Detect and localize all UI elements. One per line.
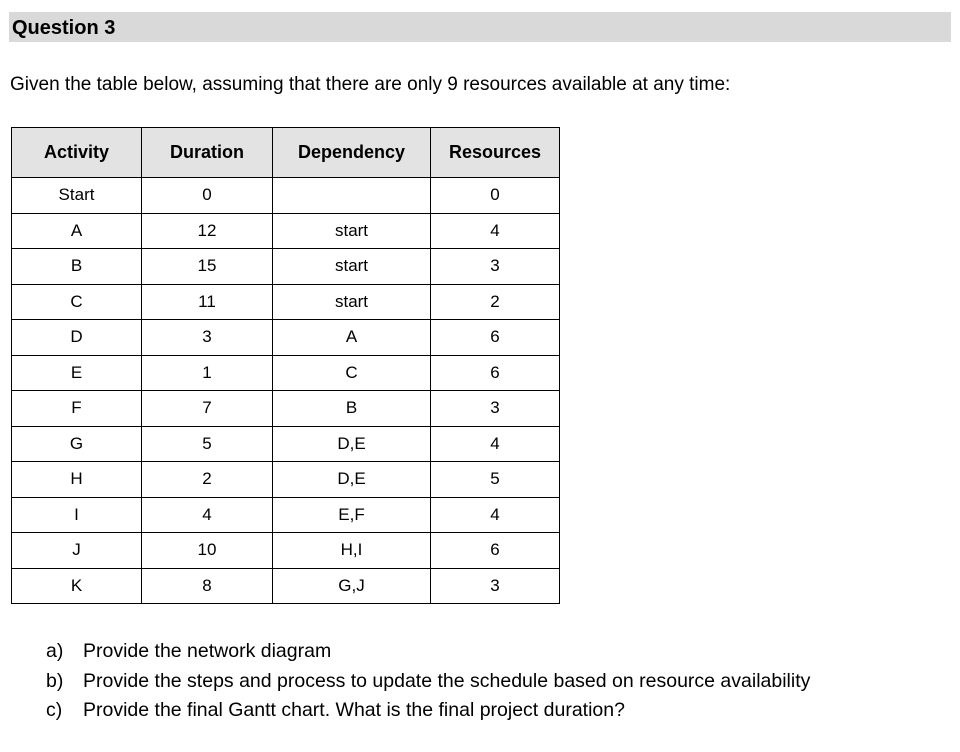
duration-cell: 5 [142, 426, 273, 462]
question-heading-bar [9, 12, 951, 42]
dependency-cell: B [273, 391, 431, 427]
question-item [46, 667, 810, 697]
table-row [12, 178, 560, 214]
resources-cell: 6 [431, 533, 560, 569]
table-header-row [12, 128, 560, 178]
table-row [12, 426, 560, 462]
duration-cell: 11 [142, 284, 273, 320]
dependency-cell: start [273, 249, 431, 285]
question-marker: b) [46, 669, 64, 692]
resources-cell: 6 [431, 355, 560, 391]
activity-cell: G [12, 426, 142, 462]
table-row [12, 497, 560, 533]
activity-cell: J [12, 533, 142, 569]
question-marker: a) [46, 640, 64, 662]
dependency-cell: D,E [273, 462, 431, 498]
dependency-cell: A [273, 320, 431, 356]
resources-cell: 3 [431, 391, 560, 427]
table-row [12, 533, 560, 569]
header-activity: Activity [12, 128, 142, 178]
header-resources: Resources [431, 128, 560, 178]
intro-text: Given the table below, assuming that there are only 9 resources available at any time: [10, 74, 731, 95]
duration-cell: 12 [142, 213, 273, 249]
questions-list [46, 637, 810, 726]
table-row [12, 391, 560, 427]
dependency-cell: C [273, 355, 431, 391]
duration-cell: 3 [142, 320, 273, 356]
question-text: Provide the steps and process to update the schedule based on resource availability [83, 669, 811, 692]
duration-cell: 10 [142, 533, 273, 569]
activity-cell: F [12, 391, 142, 427]
table-row [12, 462, 560, 498]
activity-cell: K [12, 568, 142, 604]
dependency-cell [273, 178, 431, 214]
header-duration: Duration [142, 128, 273, 178]
table-row [12, 355, 560, 391]
dependency-cell: start [273, 284, 431, 320]
question-item [46, 637, 810, 667]
question-item [46, 696, 810, 726]
resources-cell: 6 [431, 320, 560, 356]
resources-cell: 3 [431, 568, 560, 604]
dependency-cell: G,J [273, 568, 431, 604]
duration-cell: 8 [142, 568, 273, 604]
resources-cell: 5 [431, 462, 560, 498]
dependency-cell: H,I [273, 533, 431, 569]
activity-cell: B [12, 249, 142, 285]
resources-cell: 4 [431, 426, 560, 462]
resources-cell: 4 [431, 213, 560, 249]
activity-cell: I [12, 497, 142, 533]
duration-cell: 1 [142, 355, 273, 391]
activity-table [11, 127, 560, 604]
resources-cell: 2 [431, 284, 560, 320]
activity-cell: A [12, 213, 142, 249]
activity-cell: C [12, 284, 142, 320]
question-heading: Question 3 [12, 17, 116, 39]
duration-cell: 7 [142, 391, 273, 427]
table-row [12, 284, 560, 320]
table-row [12, 249, 560, 285]
dependency-cell: start [273, 213, 431, 249]
duration-cell: 0 [142, 178, 273, 214]
table-row [12, 568, 560, 604]
resources-cell: 3 [431, 249, 560, 285]
table-body [12, 178, 560, 604]
question-text: Provide the network diagram [83, 640, 332, 662]
activity-cell: D [12, 320, 142, 356]
activity-cell: H [12, 462, 142, 498]
table-row [12, 320, 560, 356]
header-dependency: Dependency [273, 128, 431, 178]
dependency-cell: D,E [273, 426, 431, 462]
activity-cell: E [12, 355, 142, 391]
duration-cell: 2 [142, 462, 273, 498]
question-marker: c) [46, 699, 63, 721]
table-row [12, 213, 560, 249]
duration-cell: 4 [142, 497, 273, 533]
activity-cell: Start [12, 178, 142, 214]
resources-cell: 4 [431, 497, 560, 533]
resources-cell: 0 [431, 178, 560, 214]
dependency-cell: E,F [273, 497, 431, 533]
question-text: Provide the final Gantt chart. What is the final project duration? [83, 699, 625, 721]
duration-cell: 15 [142, 249, 273, 285]
